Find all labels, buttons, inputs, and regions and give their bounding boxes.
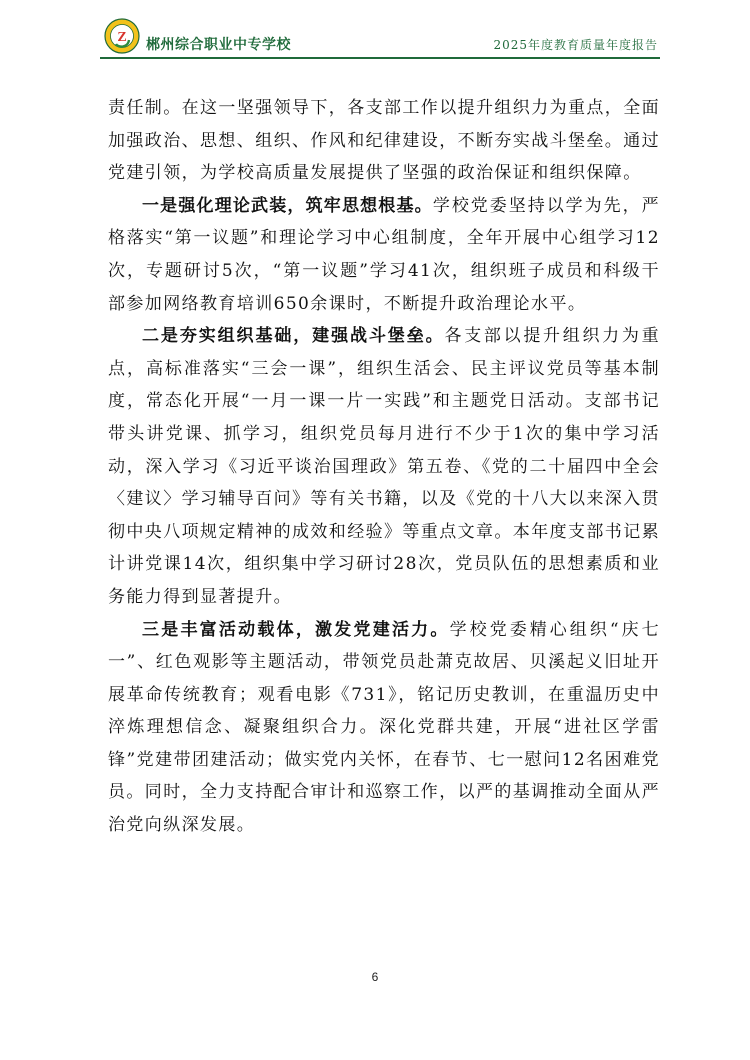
logo-letter: Z [117, 30, 127, 45]
paragraph-4-lead: 三是丰富活动载体，激发党建活力。 [142, 619, 450, 640]
paragraph-4-text: 学校党委精心组织“庆七一”、红色观影等主题活动，带领党员赴萧克故居、贝溪起义旧址开展革命传统教育；观看电影《731》，铭记历史教训，在重温历史中淬炼理想信念、凝聚组织合力。深化党群共建，开展“进社区学雷锋”党建带团建活动；做实党内关怀，在春节、七一慰问12名困难党员。同时，全力支持配合审计和巡察工作，以严的基调推动全面从严治党向纵深发展。 [108, 619, 660, 836]
report-title: 2025年度教育质量年度报告 [493, 38, 658, 52]
paragraph-3-lead: 二是夯实组织基础，建强战斗堡垒。 [142, 326, 445, 347]
school-name: 郴州综合职业中专学校 [146, 37, 291, 53]
paragraph-1 [108, 92, 660, 190]
page-header [100, 14, 660, 60]
paragraph-1-text: 责任制。在这一坚强领导下，各支部工作以提升组织力为重点，全面加强政治、思想、组织、作风和纪律建设，不断夯实战斗堡垒。通过党建引领，为学校高质量发展提供了坚强的政治保证和组织保障。 [108, 98, 660, 184]
paragraph-3 [108, 320, 660, 613]
header-divider [100, 57, 660, 59]
paragraph-3-text: 各支部以提升组织力为重点，高标准落实“三会一课”，组织生活会、民主评议党员等基本制度，常态化开展“一月一课一片一实践”和主题党日活动。支部书记带头讲党课、抓学习，组织党员每月进行不少于1次的集中学习活动，深入学习《习近平谈治国理政》第五卷、《党的二十届四中全会〈建议〉学习辅导百问》等有关书籍，以及《党的十八大以来深入贯彻中央八项规定精神的成效和经验》等重点文章。本年度支部书记累计讲党课14次，组织集中学习研讨28次，党员队伍的思想素质和业务能力得到显著提升。 [108, 326, 660, 607]
document-body [108, 92, 660, 842]
paragraph-4 [108, 614, 660, 842]
page-number: 6 [371, 970, 379, 984]
paragraph-2-text: 学校党委坚持以学为先，严格落实“第一议题”和理论学习中心组制度，全年开展中心组学习12次，专题研讨5次，“第一议题”学习41次，组织班子成员和科级干部参加网络教育培训650余课时，不断提升政治理论水平。 [108, 195, 660, 314]
school-logo [104, 18, 140, 54]
paragraph-2-lead: 一是强化理论武装，筑牢思想根基。 [142, 195, 433, 216]
paragraph-2 [108, 190, 660, 320]
